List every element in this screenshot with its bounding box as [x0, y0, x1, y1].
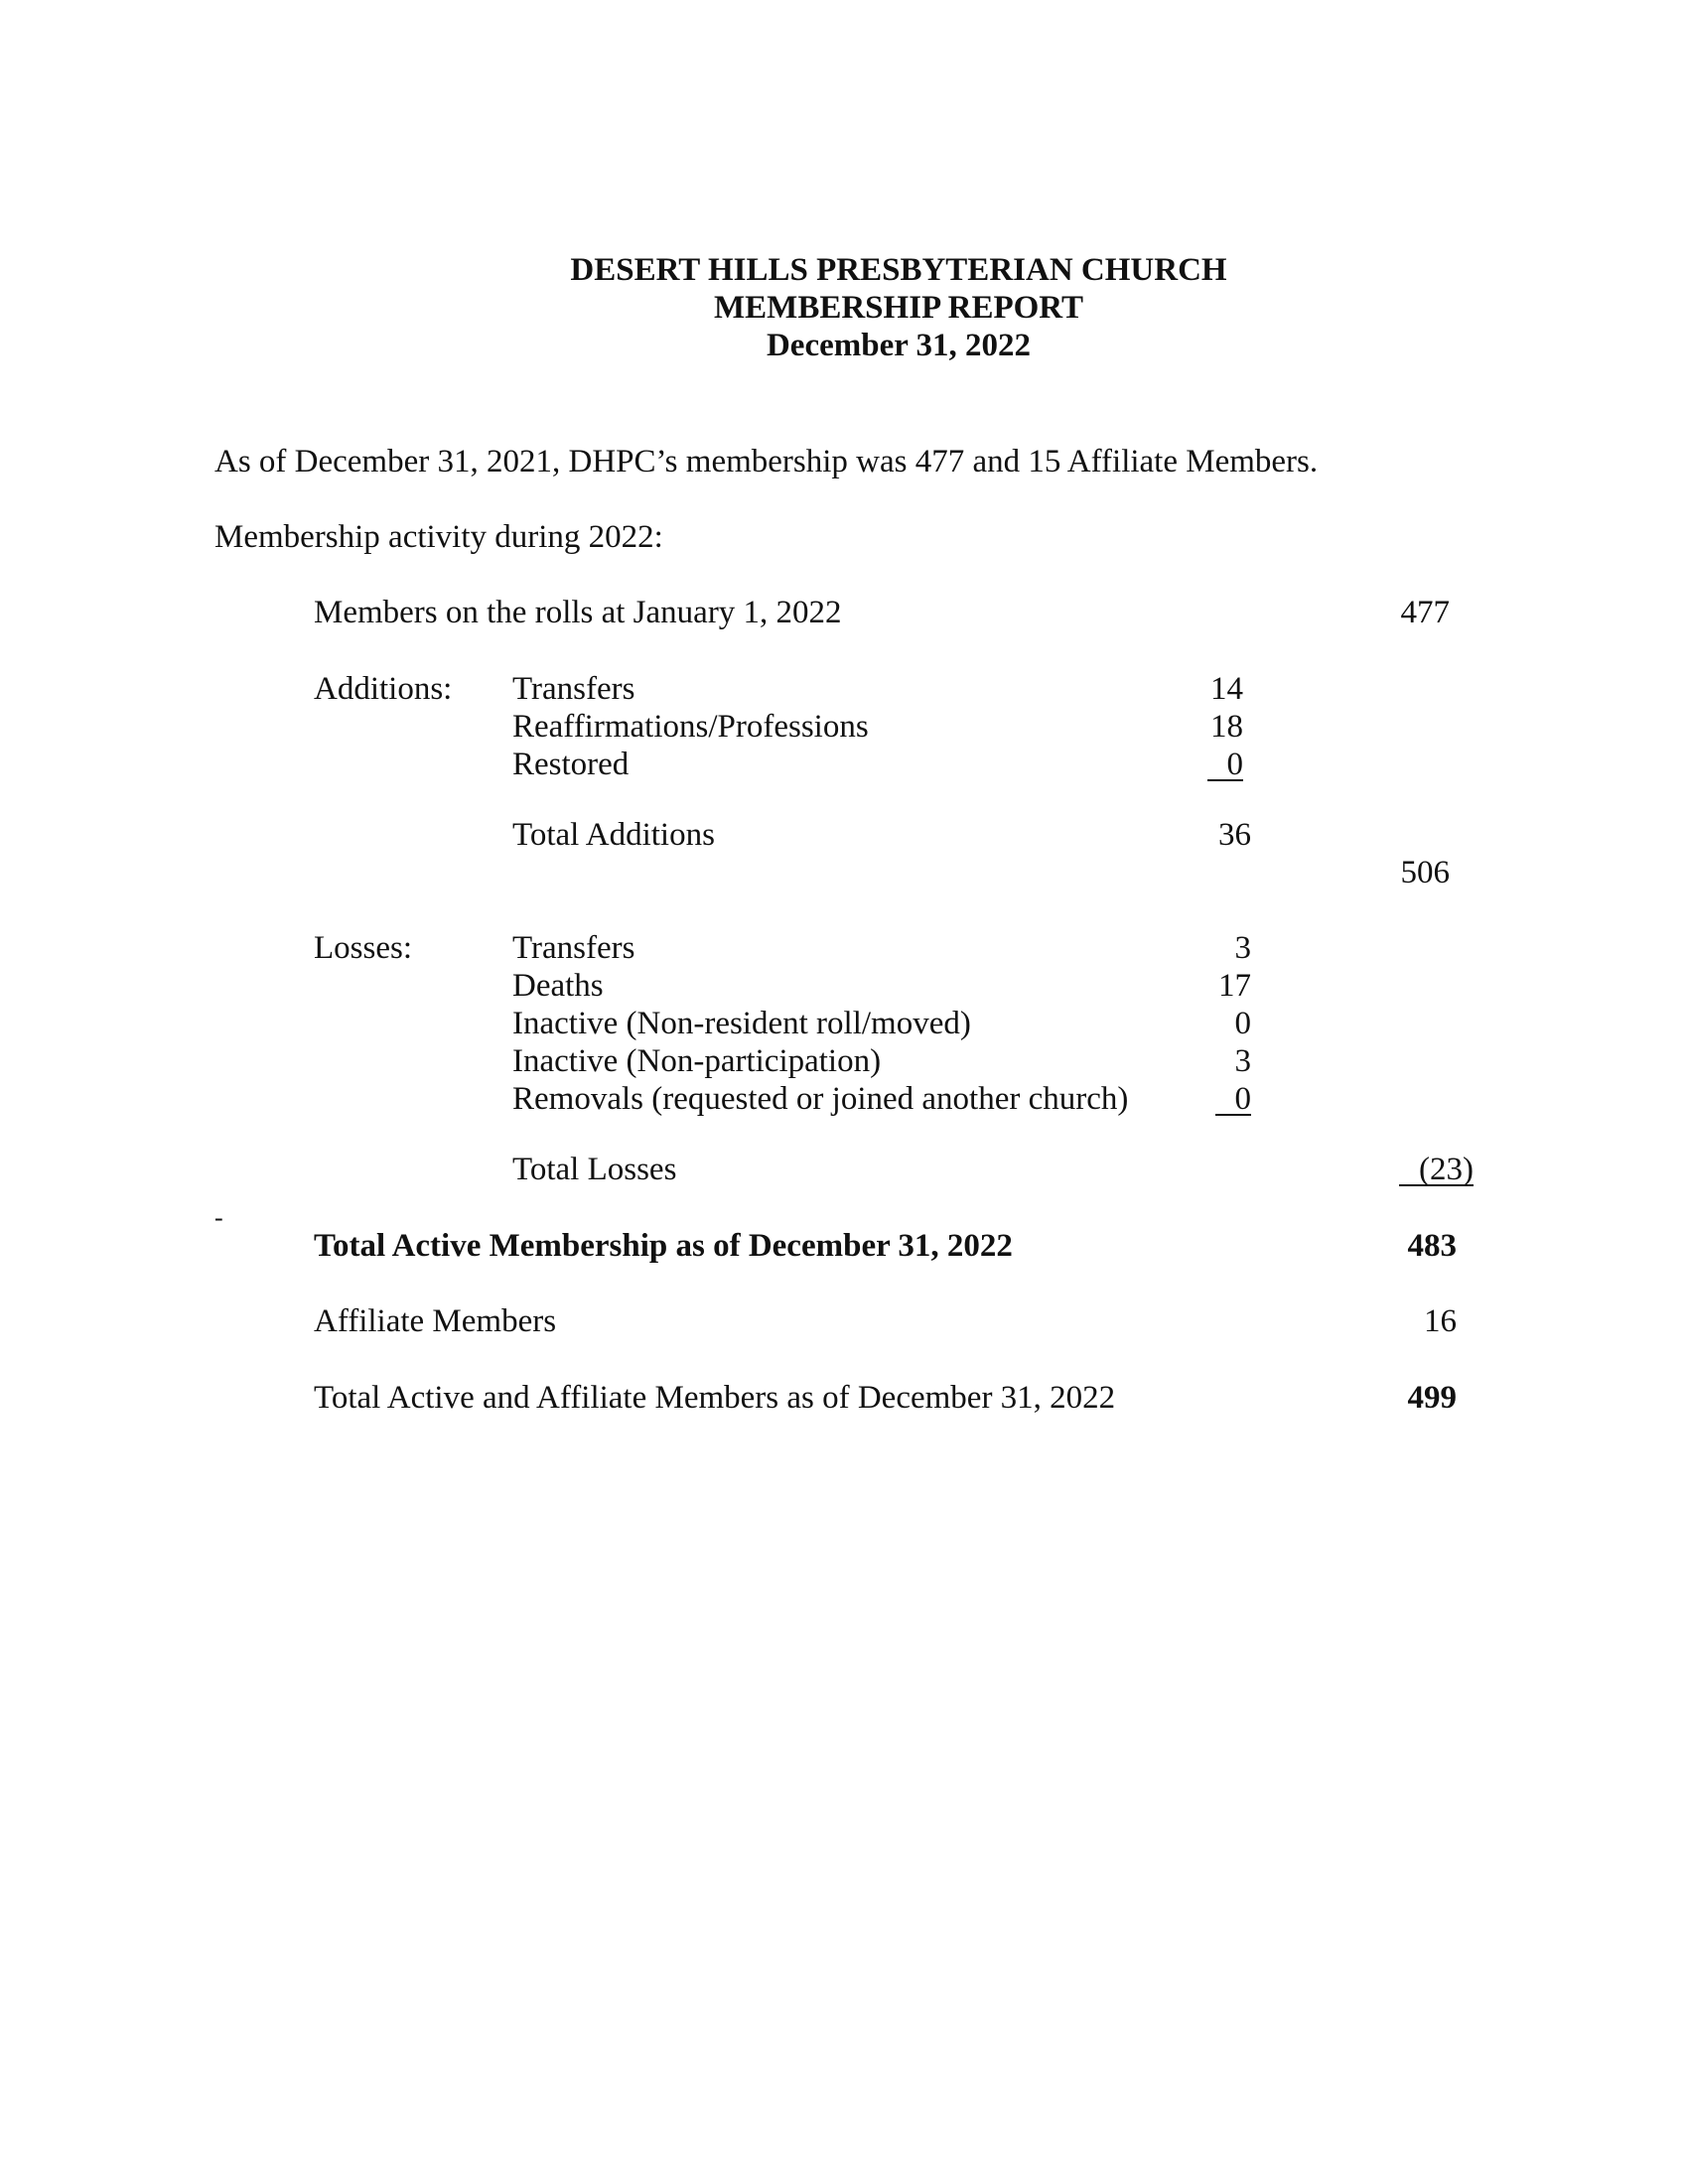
stray-dash-mark: - [214, 1203, 223, 1232]
losses-label: Losses: [314, 930, 412, 966]
grand-total-value: 499 [1407, 1380, 1457, 1416]
loss-item-label: Removals (requested or joined another church) [512, 1081, 1129, 1117]
addition-item-value: 18 [1210, 709, 1243, 745]
total-active-value: 483 [1407, 1228, 1457, 1264]
loss-item-value: 17 [1218, 968, 1251, 1004]
loss-item-value: 3 [1234, 1043, 1251, 1079]
loss-item-label: Transfers [512, 930, 635, 966]
loss-item-label: Deaths [512, 968, 604, 1004]
title-report-name: MEMBERSHIP REPORT [714, 290, 1083, 326]
addition-item-label: Reaffirmations/Professions [512, 709, 869, 745]
total-losses-label: Total Losses [512, 1152, 677, 1187]
addition-item-value-underlined: 0 [1207, 750, 1244, 781]
start-members-value: 477 [1400, 595, 1450, 630]
title-report-date: December 31, 2022 [766, 328, 1032, 363]
loss-item-label: Inactive (Non-participation) [512, 1043, 882, 1079]
intro-paragraph: As of December 31, 2021, DHPC’s membership was 477 and 15 Affiliate Members. [214, 444, 1319, 479]
addition-item-value [1164, 746, 1243, 783]
subtotal-value: 506 [1400, 855, 1450, 890]
total-additions-value: 36 [1218, 817, 1251, 853]
total-additions-label: Total Additions [512, 817, 715, 853]
loss-item-value-underlined: 0 [1215, 1084, 1252, 1116]
addition-item-value: 14 [1210, 671, 1243, 707]
affiliate-label: Affiliate Members [314, 1303, 557, 1339]
total-losses-value-underlined: (23) [1399, 1155, 1474, 1186]
addition-item-label: Restored [512, 747, 630, 782]
additions-label: Additions: [314, 671, 453, 707]
loss-item-value: 3 [1234, 930, 1251, 966]
loss-item-label: Inactive (Non-resident roll/moved) [512, 1006, 971, 1041]
activity-heading: Membership activity during 2022: [214, 519, 663, 555]
total-active-label: Total Active Membership as of December 31, 2022 [314, 1228, 1013, 1264]
total-losses-value [1370, 1151, 1474, 1188]
affiliate-value: 16 [1424, 1303, 1457, 1339]
loss-item-value [1172, 1080, 1251, 1118]
grand-total-label: Total Active and Affiliate Members as of December 31, 2022 [314, 1380, 1116, 1416]
addition-item-label: Transfers [512, 671, 635, 707]
start-members-label: Members on the rolls at January 1, 2022 [314, 595, 842, 630]
title-church-name: DESERT HILLS PRESBYTERIAN CHURCH [570, 252, 1227, 288]
report-title [0, 251, 1688, 364]
loss-item-value: 0 [1234, 1006, 1251, 1041]
